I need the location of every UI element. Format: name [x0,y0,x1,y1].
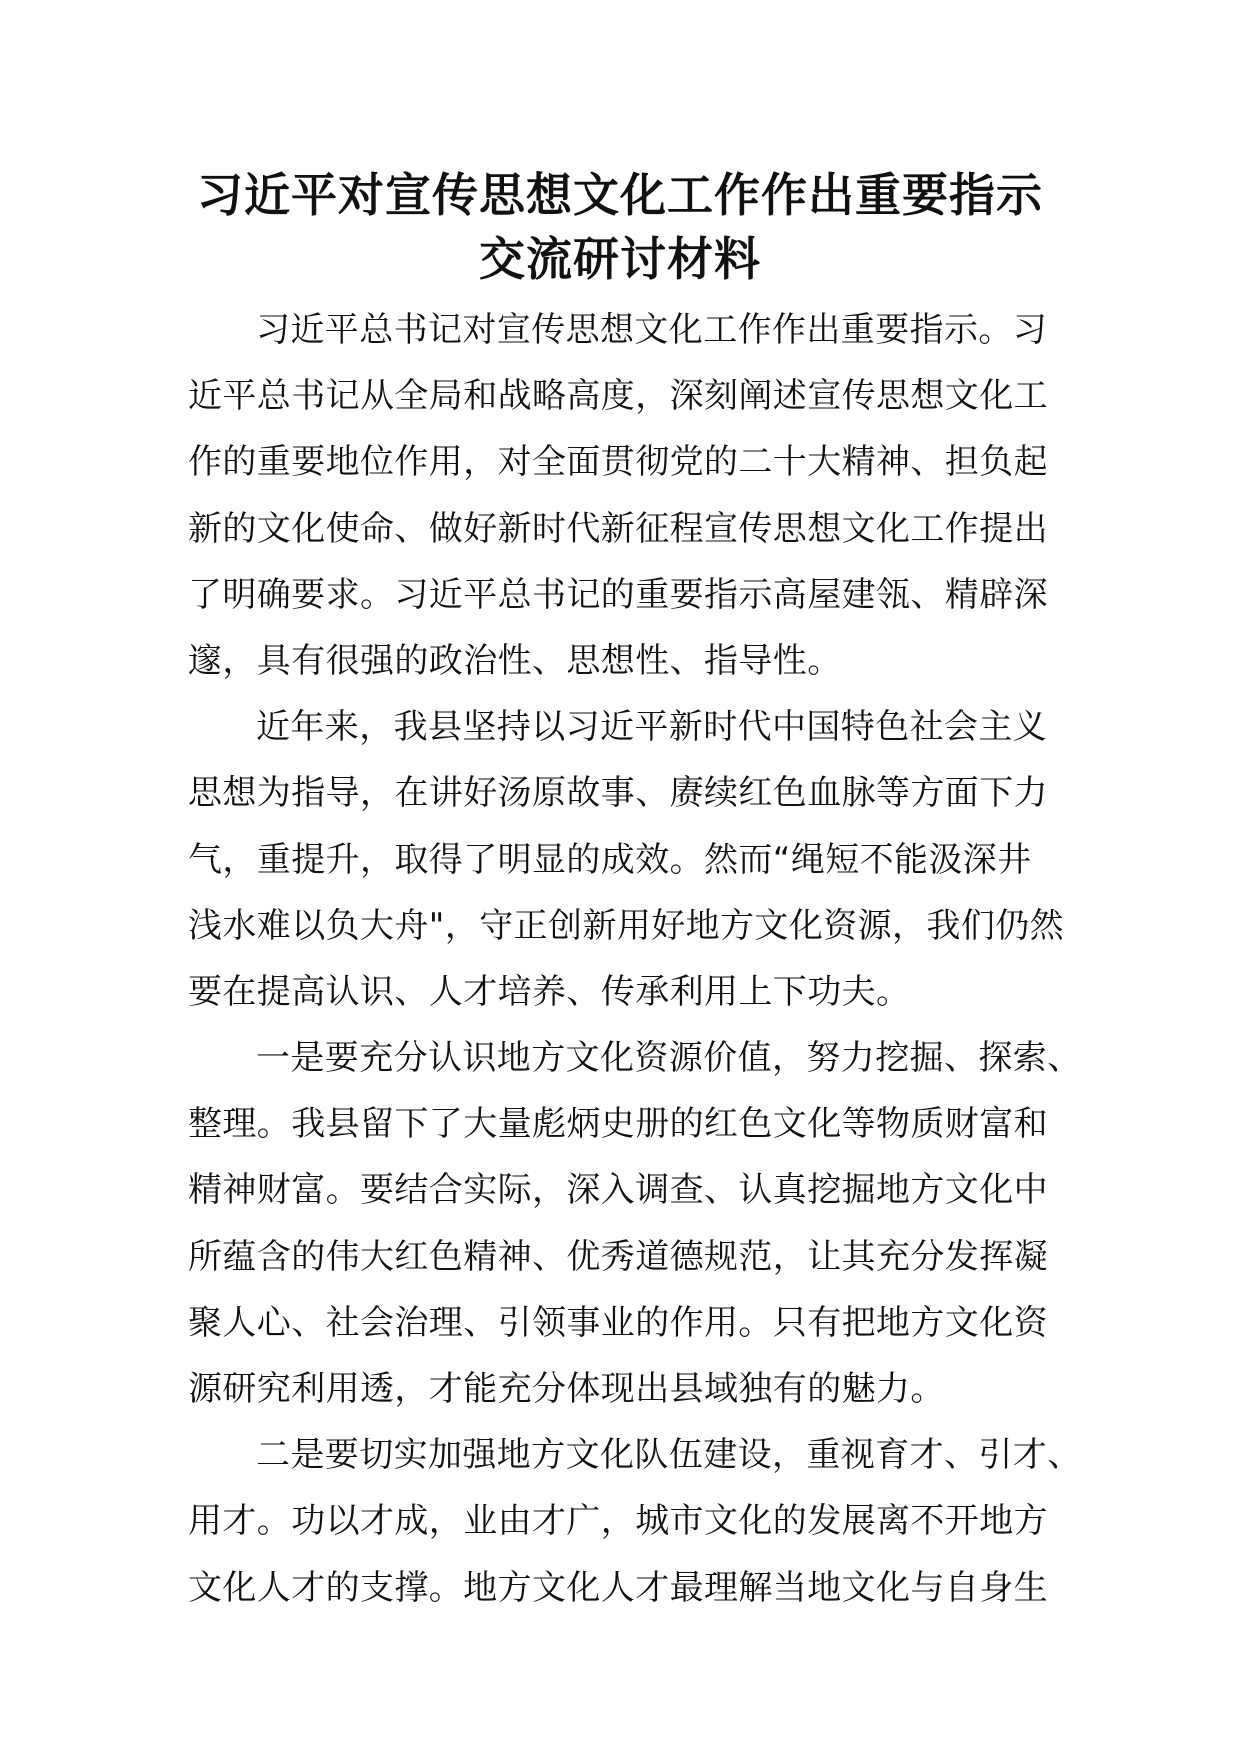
document-title [150,163,1090,291]
paragraph-line: 思想为指导，在讲好汤原故事、赓续红色血脉等方面下力 [188,773,1048,814]
paragraph-line: 邃，具有很强的政治性、思想性、指导性。 [188,640,842,681]
paragraph-line: 浅水难以负大舟"，守正创新用好地方文化资源，我们仍然 [188,905,1065,946]
title-line-1: 习近平对宣传思想文化工作作出重要指示 [197,168,1043,222]
document-body [188,297,1082,1621]
paragraph-line: 作的重要地位作用，对全面贯彻党的二十大精神、担负起 [188,442,1048,483]
paragraph-line: 要在提高认识、人才培养、传承利用上下功夫。 [188,971,911,1012]
paragraph-line: 习近平总书记对宣传思想文化工作作出重要指示。习 [256,310,1048,350]
paragraph-3 [188,1025,1082,1422]
paragraph-line: 整理。我县留下了大量彪炳史册的红色文化等物质财富和 [188,1104,1048,1145]
paragraph-line: 近平总书记从全局和战略高度，深刻阐述宣传思想文化工 [188,376,1048,417]
paragraph-line: 所蕴含的伟大红色精神、优秀道德规范，让其充分发挥凝 [188,1236,1048,1277]
paragraph-line: 近年来，我县坚持以习近平新时代中国特色社会主义 [256,707,1048,748]
paragraph-line: 二是要切实加强地方文化队伍建设，重视育才、引才、 [256,1435,1082,1476]
paragraph-line: 文化人才的支撑。地方文化人才最理解当地文化与自身生 [188,1567,1048,1608]
paragraph-line: 新的文化使命、做好新时代新征程宣传思想文化工作提出 [188,508,1048,549]
paragraph-line: 用才。功以才成，业由才广，城市文化的发展离不开地方 [188,1501,1048,1542]
paragraph-line: 聚人心、社会治理、引领事业的作用。只有把地方文化资 [188,1302,1048,1343]
paragraph-line: 源研究利用透，才能充分体现出县域独有的魅力。 [188,1369,945,1409]
paragraph-line: 一是要充分认识地方文化资源价值，努力挖掘、探索、 [256,1038,1082,1079]
paragraph-line: 了明确要求。习近平总书记的重要指示高屋建瓴、精辟深 [188,574,1048,615]
paragraph-4 [188,1422,1082,1621]
paragraph-line: 精神财富。要结合实际，深入调查、认真挖掘地方文化中 [188,1170,1048,1211]
paragraph-1 [188,297,1058,694]
title-line-2: 交流研讨材料 [479,232,761,286]
paragraph-2 [188,694,1065,1025]
paragraph-line: 气，重提升，取得了明显的成效。然而“绳短不能汲深井 [188,839,1032,880]
